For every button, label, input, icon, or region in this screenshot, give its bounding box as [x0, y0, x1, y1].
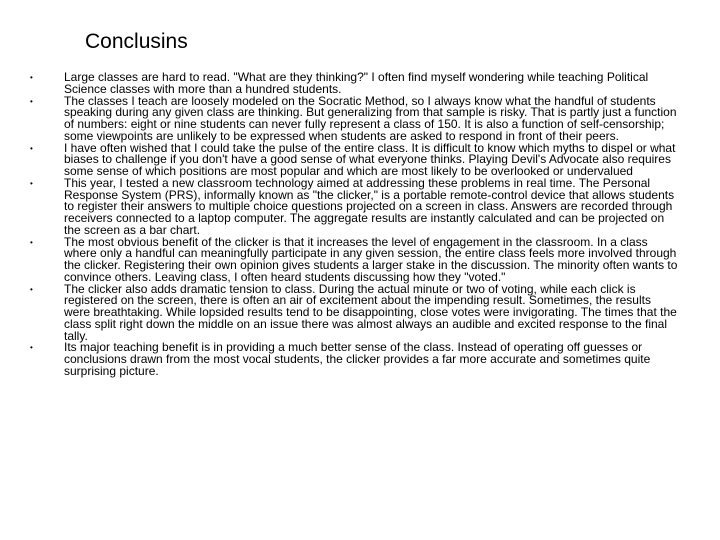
bullet-item: [30, 234, 680, 284]
bullet-item: [30, 140, 680, 178]
bullet-icon: •: [30, 96, 33, 106]
bullet-item: [30, 342, 680, 377]
bullet-text: The most obvious benefit of the clicker is that it increases the level of engagement in the classroom. In a class where only a handful can meaningfully participate in any given session, the entire class feels more involved through the clicker. Registering their own opinion gives students a larger stake in the discussion. The minority often wants to convince others. Leaving class, I often heard students discussing how they "voted.": [64, 234, 678, 284]
bullet-icon: •: [30, 178, 33, 188]
bullet-text: This year, I tested a new classroom technology aimed at addressing these problems in real time. The Personal Response System (PRS), informally known as "the clicker," is a portable remote-control device that allows students to register their answers to multiple choice questions projected on a screen in class. Answers are recorded through receivers connected to a laptop computer. The aggregate results are instantly calculated and can be projected on the screen as a bar chart.: [64, 175, 675, 237]
bullet-text: I have often wished that I could take the pulse of the entire class. It is difficult to know which myths to dispel or what biases to challenge if you don't have a good sense of what everyone thinks. Playing Devil's Advocate also requires some sense of which positions are most popular and which are most likely to be overlooked or undervalued: [64, 140, 676, 178]
slide-title: Conclusins: [85, 30, 188, 53]
bullet-item: [30, 93, 680, 143]
bullet-icon: •: [30, 73, 33, 82]
bullet-text: The classes I teach are loosely modeled on the Socratic Method, so I always know what the handful of students speaking during any given class are thinking. But generalizing from that sample is risky. That is partly just a function of numbers: eight or nine students can never fully represent a class of 150. It is also a function of self-censorship; some viewpoints are unlikely to be expressed when students are asked to respond in front of their peers.: [64, 93, 677, 143]
bullet-icon: •: [30, 284, 33, 294]
bullet-text: The clicker also adds dramatic tension to class. During the actual minute or two of voting, while each click is registered on the screen, there is often an air of excitement about the impending result. Sometimes, the results were breathtaking. While lopsided results tend to be disappointing, close votes were invigorating. The times that the class split right down the middle on an issue there was almost always an audible and excited response to the final tally.: [64, 281, 677, 343]
bullet-item: [30, 281, 680, 343]
bullet-text: Large classes are hard to read. "What are they thinking?" I often find myself wondering while teaching Political Science classes with more than a hundred students.: [64, 70, 649, 96]
bullet-list: [30, 72, 680, 378]
bullet-icon: •: [30, 343, 33, 353]
bullet-icon: •: [30, 237, 33, 247]
bullet-item: [30, 72, 680, 96]
bullet-item: [30, 175, 680, 237]
bullet-icon: •: [30, 143, 33, 153]
bullet-text: Its major teaching benefit is in providing a much better sense of the class. Instead of operating off guesses or conclusions drawn from the most vocal students, the clicker provides a far more accurate and sometimes quite surprising picture.: [64, 340, 651, 378]
